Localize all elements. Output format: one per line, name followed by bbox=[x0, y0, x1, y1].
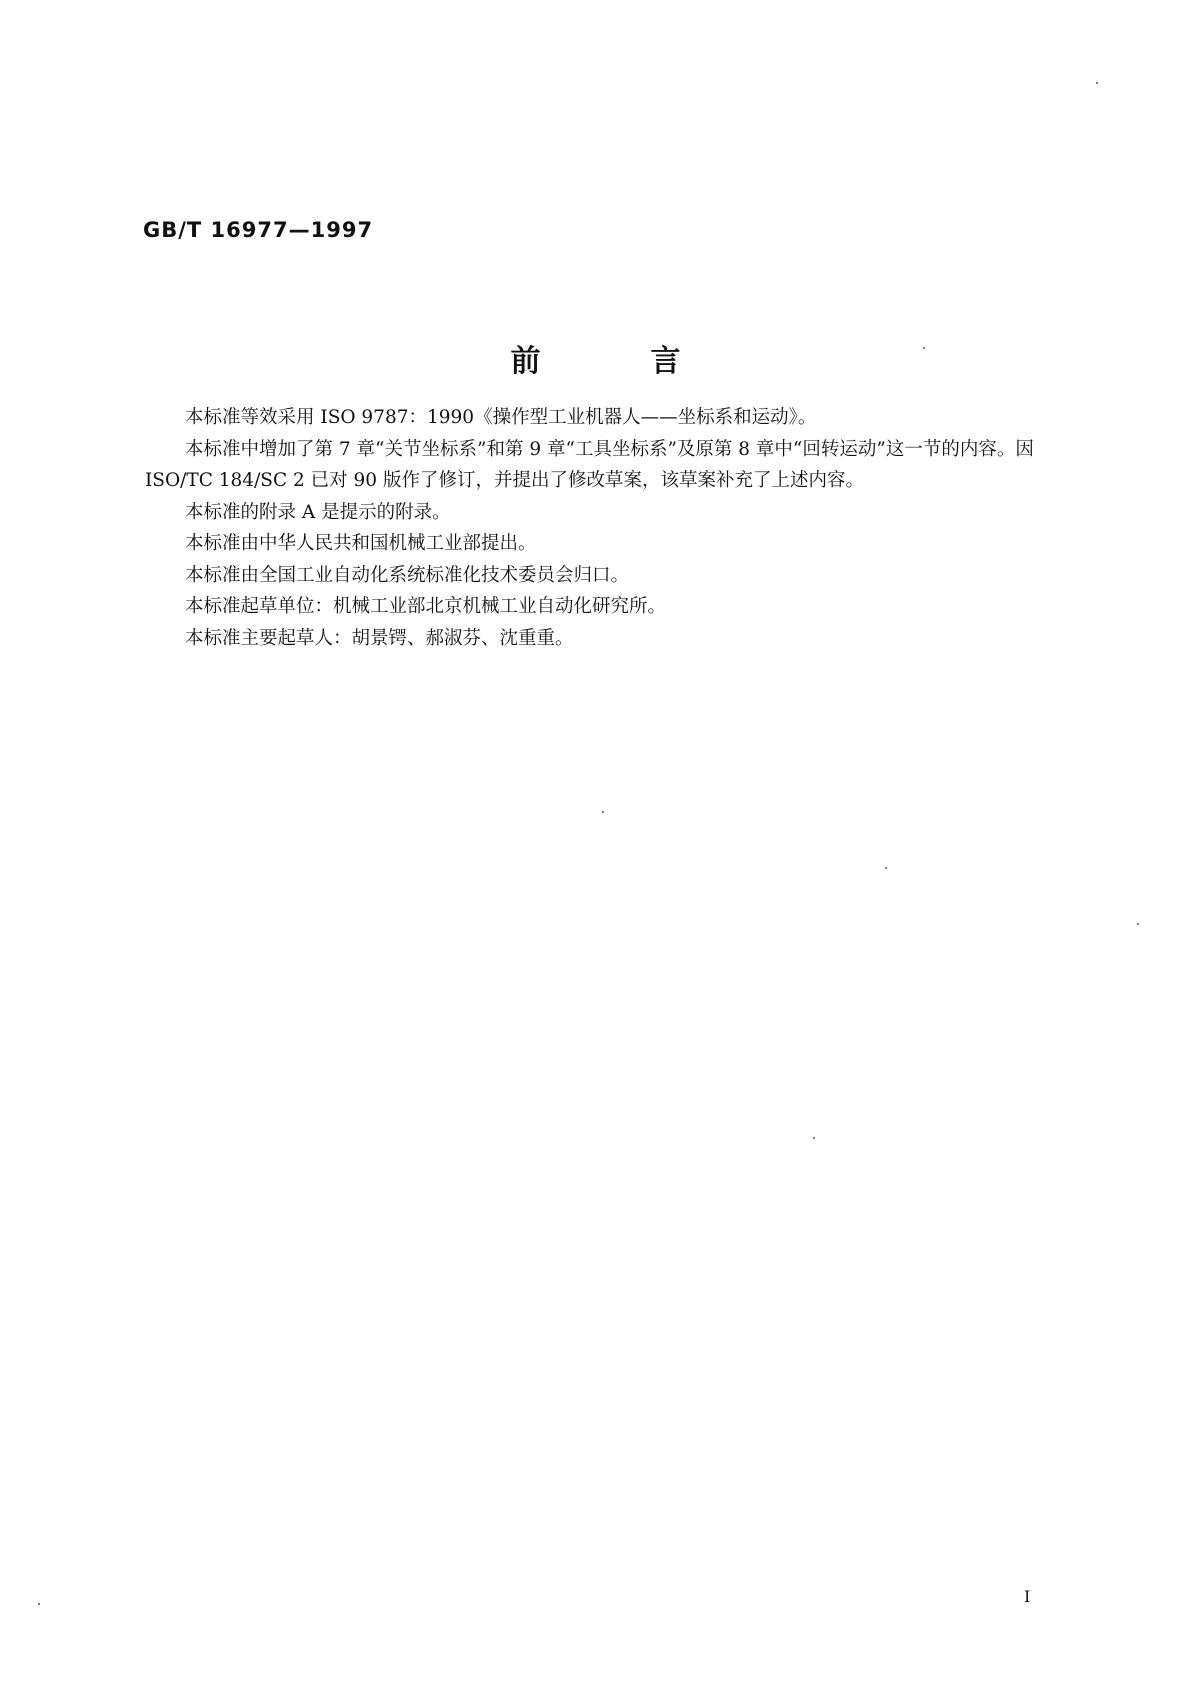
scan-speck bbox=[813, 1137, 815, 1139]
standard-code: GB/T 16977—1997 bbox=[143, 218, 374, 242]
page-number: I bbox=[1024, 1587, 1031, 1606]
foreword-body bbox=[145, 402, 1065, 654]
scan-speck bbox=[38, 1603, 40, 1605]
paragraph: 本标准主要起草人：胡景锷、郝淑芬、沈重重。 bbox=[185, 627, 574, 649]
scan-speck bbox=[923, 347, 925, 349]
scan-speck bbox=[1096, 82, 1098, 84]
paragraph: 本标准等效采用 ISO 9787：1990《操作型工业机器人——坐标系和运动》。 bbox=[185, 407, 817, 428]
paragraph: 本标准由全国工业自动化系统标准化技术委员会归口。 bbox=[185, 564, 630, 586]
scan-speck bbox=[602, 811, 604, 813]
paragraph: 本标准起草单位：机械工业部北京机械工业自动化研究所。 bbox=[185, 596, 667, 617]
paragraph: 本标准的附录 A 是提示的附录。 bbox=[185, 501, 451, 523]
scan-speck bbox=[1137, 923, 1139, 925]
page-title: 前言 bbox=[510, 344, 791, 379]
paragraph: 本标准中增加了第 7 章“关节坐标系”和第 9 章“工具坐标系”及原第 8 章中“回转运动”这一节的内容。因 ISO/TC 184/SC 2 已对 90 版作了修订，并提出了修改草案，该草案补充了上述内容。 bbox=[145, 438, 1034, 491]
paragraph: 本标准由中华人民共和国机械工业部提出。 bbox=[185, 533, 537, 554]
scan-speck bbox=[885, 867, 887, 869]
